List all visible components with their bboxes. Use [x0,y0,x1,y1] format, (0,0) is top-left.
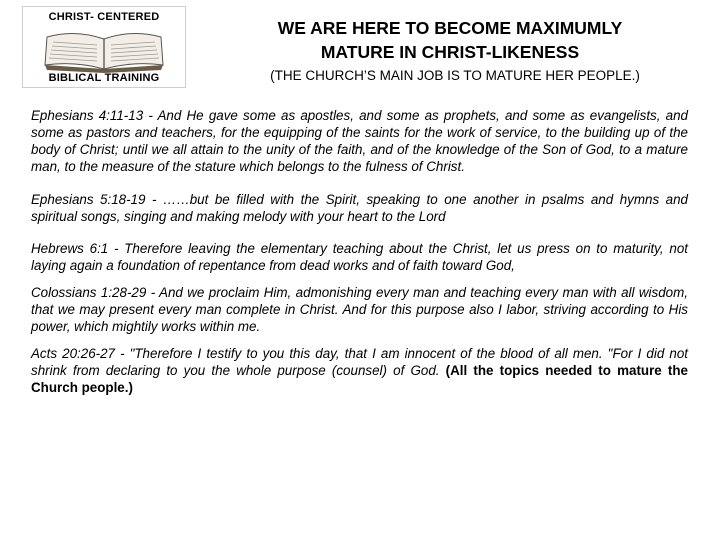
passage-hebrews-6: Hebrews 6:1 - Therefore leaving the elementary teaching about the Christ, let us press on to maturity, not laying again a foundation of repentance from dead works and of faith toward God, [31,241,688,274]
logo [22,6,186,88]
scripture-passages [31,108,688,407]
title-line-2: MATURE IN CHRIST-LIKENESS [320,42,580,62]
passage-colossians-1: Colossians 1:28-29 - And we proclaim Him, admonishing every man and teaching every man with all wisdom, that we may present every man complete in Christ. And for this purpose also I labor, striving according to His power, which mightily works within me. [31,285,688,335]
passage-ephesians-5: Ephesians 5:18-19 - ……but be filled with the Spirit, speaking to one another in psalms and hymns and spiritual songs, singing and making melody with your heart to the Lord [31,191,688,224]
passage-ephesians-4: Ephesians 4:11-13 - And He gave some as apostles, and some as prophets, and some as evangelists, and some as pastors and teachers, for the equipping of the saints for the work of service, to the building up of the body of Christ; until we all attain to the unity of the faith, and of the knowledge of the Son of God, to a mature man, to the measure of the stature which belongs to the fulness of Christ. [31,108,688,174]
passage-acts-20-emphasis: (All the topics needed to mature the Church people.) [31,362,688,395]
logo-bottom-text: BIBLICAL TRAINING [48,72,160,84]
page-subtitle: (THE CHURCH’S MAIN JOB IS TO MATURE HER PEOPLE.) [270,68,640,83]
title-line-1: WE ARE HERE TO BECOME MAXIMUMLY [277,18,623,38]
passage-acts-20-text: Acts 20:26-27 - "Therefore I testify to you this day, that I am innocent of the blood of all men. "For I did not shrink from declaring to you the whole purpose (counsel) of God. [31,345,688,378]
open-bible-icon [41,25,167,73]
passage-acts-20 [31,346,688,397]
logo-top-text: CHRIST- CENTERED [48,11,160,23]
page-title [200,16,700,64]
